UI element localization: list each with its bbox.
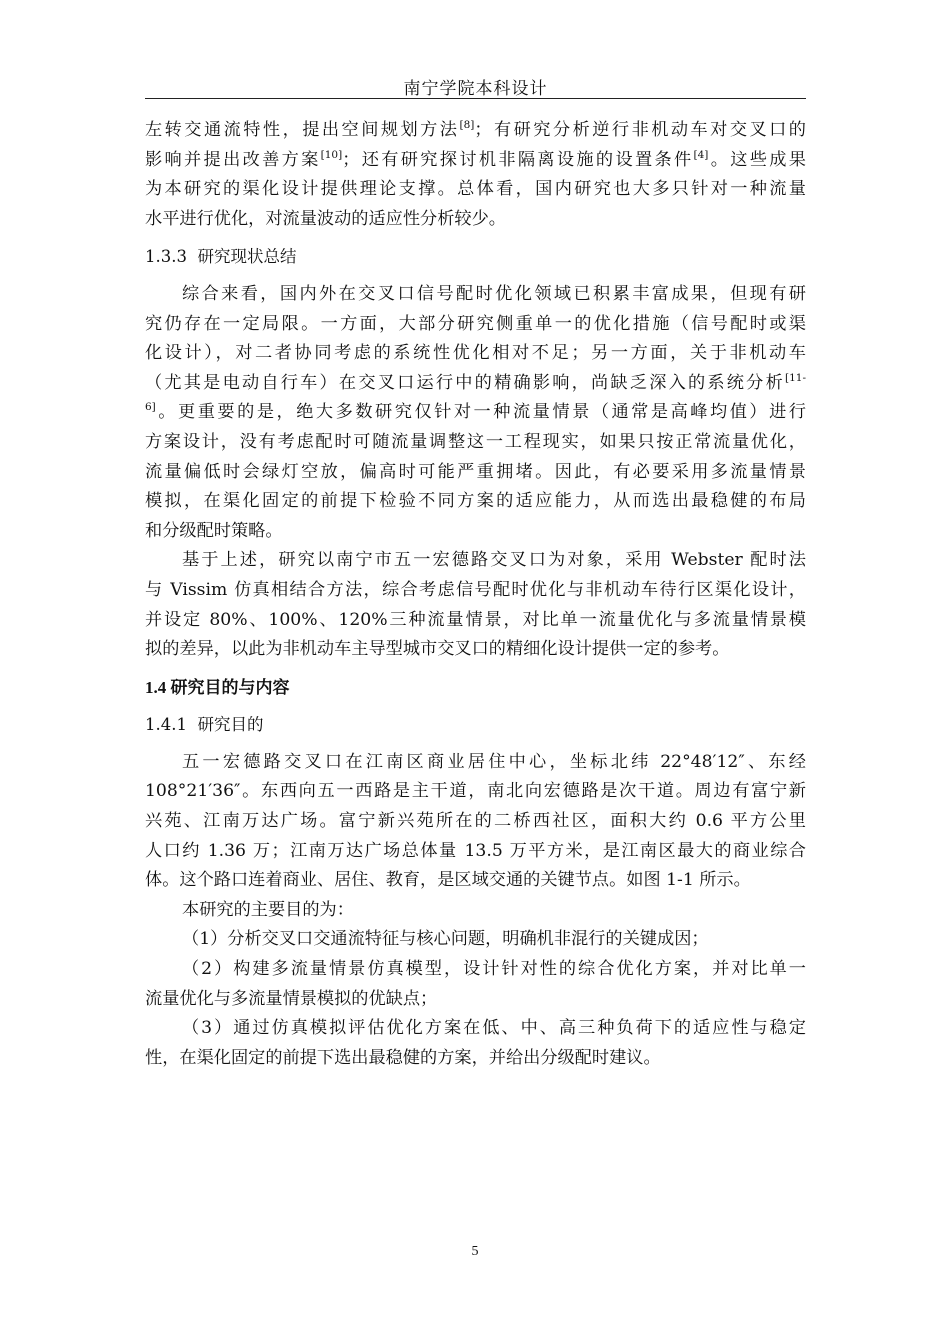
paragraph-line: 为本研究的渠化设计提供理论支撑。总体看，国内研究也大多只针对一种流量 [145, 179, 806, 200]
paragraph-line: 影响并提出改善方案[10]；还有研究探讨机非隔离设施的设置条件[4]。这些成果 [145, 148, 806, 170]
citation: [8] [459, 119, 475, 131]
paragraph-line: $^{6]}$。更重要的是，绝大多数研究仅针对一种流量情景（通常是高峰均值）进行 [145, 401, 806, 423]
citation: [11- [784, 371, 806, 384]
paragraph-line: 与 Vissim 仿真相结合方法，综合考虑信号配时优化与非机动车待行区渠化设计， [145, 579, 806, 600]
paragraph-line: 五一宏德路交叉口在江南区商业居住中心，坐标北纬 22°48′12″、东经 [182, 751, 806, 772]
section-heading-1-4-1: 1.4.1 研究目的 [145, 715, 264, 735]
paragraph-line: 基于上述，研究以南宁市五一宏德路交叉口为对象，采用 Webster 配时法 [182, 550, 806, 571]
section-heading-1-4: 1.4 研究目的与内容 [145, 677, 290, 697]
paragraph-line: 108°21′36″。东西向五一西路是主干道，南北向宏德路是次干道。周边有富宁新 [145, 781, 806, 802]
paragraph-line: （尤其是电动自行车）在交叉口运行中的精确影响，尚缺乏深入的系统分析$^{[11-}$ [145, 371, 806, 393]
paragraph-line: 方案设计，没有考虑配时可随流量调整这一工程现实，如果只按正常流量优化， [145, 431, 806, 452]
paragraph-line: 流量偏低时会绿灯空放，偏高时可能严重拥堵。因此，有必要采用多流量情景 [145, 461, 806, 482]
paragraph-line: 拟的差异，以此为非机动车主导型城市交叉口的精细化设计提供一定的参考。 [145, 639, 730, 660]
header-divider [145, 98, 806, 99]
paragraph-line: 和分级配时策略。 [145, 520, 283, 541]
paragraph-line: 人口约 1.36 万；江南万达广场总体量 13.5 万平方米，是江南区最大的商业综合 [145, 840, 806, 861]
page-number: 5 [471, 1244, 479, 1259]
page-header: 南宁学院本科设计 [403, 79, 548, 99]
paragraph-line: 并设定 80%、100%、120%三种流量情景，对比单一流量优化与多流量情景模 [145, 609, 806, 630]
list-item: （2）构建多流量情景仿真模型，设计针对性的综合优化方案，并对比单一 [182, 959, 806, 980]
paragraph-line: 左转交通流特性，提出空间规划方法[8]；有研究分析逆行非机动车对交叉口的 [145, 119, 806, 140]
paragraph-line: 化设计），对二者协同考虑的系统性优化相对不足；另一方面，关于非机动车 [145, 343, 806, 364]
list-item: （3）通过仿真模拟评估优化方案在低、中、高三种负荷下的适应性与稳定 [182, 1018, 806, 1039]
list-item: （1）分析交叉口交通流特征与核心问题，明确机非混行的关键成因； [182, 929, 709, 950]
list-item-continuation: 流量优化与多流量情景模拟的优缺点； [145, 988, 438, 1009]
paragraph-line: 综合来看，国内外在交叉口信号配时优化领域已积累丰富成果，但现有研 [182, 283, 806, 304]
list-intro: 本研究的主要目的为： [182, 899, 354, 920]
section-heading-1-3-3: 1.3.3 研究现状总结 [145, 247, 297, 267]
paragraph-line: 兴苑、江南万达广场。富宁新兴苑所在的二桥西社区，面积大约 0.6 平方公里 [145, 811, 806, 832]
citation: [10] [320, 148, 343, 161]
paragraph-line: 水平进行优化，对流量波动的适应性分析较少。 [145, 208, 506, 229]
paragraph-line: 模拟，在渠化固定的前提下检验不同方案的适应能力，从而选出最稳健的布局 [145, 491, 806, 512]
citation: [4] [693, 148, 709, 161]
paragraph-line: 究仍存在一定局限。一方面，大部分研究侧重单一的优化措施（信号配时或渠 [145, 313, 806, 334]
citation: 6] [145, 401, 156, 414]
paragraph-line: 体。这个路口连着商业、居住、教育，是区域交通的关键节点。如图 1-1 所示。 [145, 870, 751, 891]
page-body [145, 116, 806, 1073]
list-item-continuation: 性，在渠化固定的前提下选出最稳健的方案，并给出分级配时建议。 [145, 1047, 661, 1068]
